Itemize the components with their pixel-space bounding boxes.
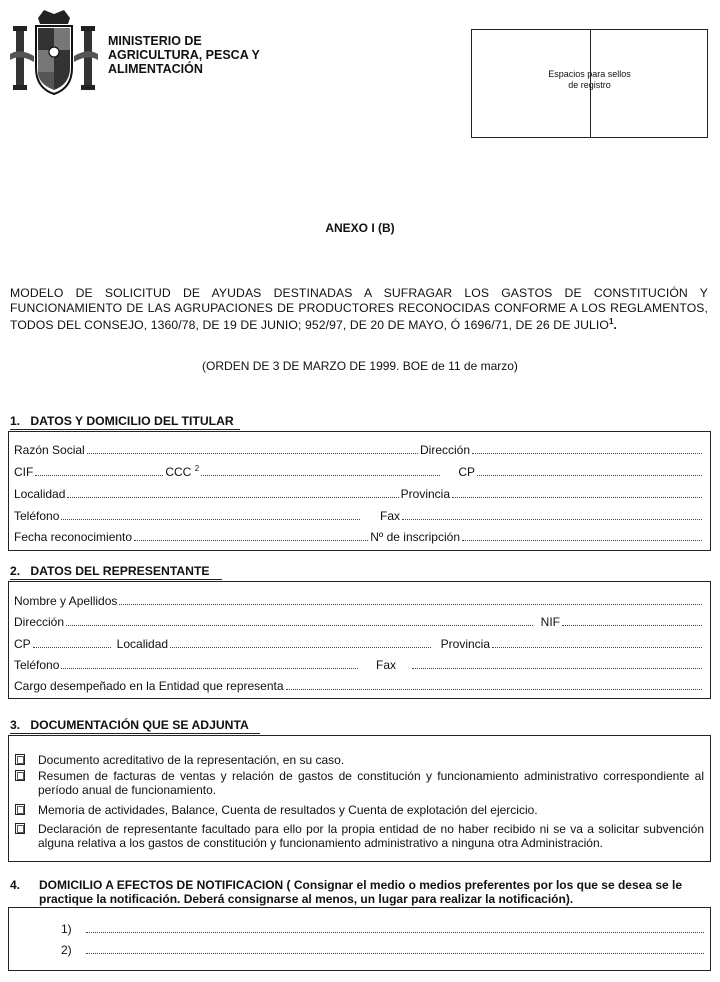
section-3-heading-text: 3. DOCUMENTACIÓN QUE SE ADJUNTA [10, 718, 249, 732]
ministry-name [108, 34, 260, 76]
form-title: MODELO DE SOLICITUD DE AYUDAS DESTINADAS A SUFRAGAR LOS GASTOS DE CONSTITUCIÓN Y FUNCIONAMIENTO DE LAS AGRUPACIONES DE PRODUCTORES RECONOCIDAS CONFORME A LOS REGLAMENTOS, TODOS DEL CONSEJO, 1360/78, DE 19 DE JUNIO; 952/97, DE 20 DE MAYO, Ó 1696/71, DE 26 DE JULIO$^1$. [10, 286, 708, 333]
checkbox[interactable] [15, 754, 25, 765]
localidad-rep-field[interactable] [170, 647, 431, 648]
document-item [15, 803, 704, 817]
label-telefono: Teléfono [14, 658, 60, 672]
section-2-heading [10, 564, 210, 578]
nombre-apellidos-field[interactable] [119, 604, 702, 605]
notification-line-number: 2) [61, 943, 72, 957]
label-fecha-reconocimiento: Fecha reconocimiento [14, 530, 133, 544]
section-4-number: 4. [10, 878, 21, 892]
label-cp: CP [458, 465, 475, 479]
stamp-label: de registro [568, 80, 611, 90]
label-telefono: Teléfono [14, 509, 60, 523]
cargo-field[interactable] [286, 689, 702, 690]
stamp-label: Espacios para sellos [548, 69, 631, 79]
nif-field[interactable] [562, 625, 702, 626]
label-cargo: Cargo desempeñado en la Entidad que representa [14, 679, 284, 693]
ministry-line: MINISTERIO DE [108, 34, 202, 48]
label-nombre-apellidos: Nombre y Apellidos [14, 594, 118, 608]
label-provincia: Provincia [440, 637, 490, 651]
razon-social-field[interactable] [87, 453, 418, 454]
label-fax: Fax [375, 658, 396, 672]
section-4-heading [10, 878, 710, 906]
notification-line-number: 1) [61, 922, 72, 936]
cp-field[interactable] [477, 475, 702, 476]
fax-field[interactable] [402, 519, 702, 520]
direccion-field[interactable] [472, 453, 702, 454]
document-item [15, 822, 704, 850]
ccc-footnote: 2 [194, 464, 200, 473]
footnote-mark: 1 [608, 317, 614, 326]
registry-stamp-box [471, 29, 708, 138]
annex-title: ANEXO I (B) [325, 221, 395, 235]
document-item-text: Memoria de actividades, Balance, Cuenta de resultados y Cuenta de explotación del ejercicio. [38, 803, 538, 817]
label-localidad: Localidad [116, 637, 169, 651]
section-2-box [8, 581, 711, 699]
section-1-box [8, 431, 711, 551]
ministry-line: ALIMENTACIÓN [108, 62, 203, 76]
coat-of-arms-logo [8, 8, 100, 100]
inscripcion-field[interactable] [462, 540, 702, 541]
notification-field-1[interactable] [86, 932, 704, 933]
label-razon-social: Razón Social [14, 443, 85, 457]
label-provincia: Provincia [400, 487, 450, 501]
document-item [15, 769, 704, 797]
label-direccion: Dirección [419, 443, 470, 457]
label-direccion: Dirección [14, 615, 65, 629]
form-title-text: MODELO DE SOLICITUD DE AYUDAS DESTINADAS A SUFRAGAR LOS GASTOS DE CONSTITUCIÓN Y FUNCIONAMIENTO DE LAS AGRUPACIONES DE PRODUCTORES RECONOCIDAS CONFORME A LOS REGLAMENTOS, TODOS DEL CONSEJO, 1360/78, DE 19 DE JUNIO; 952/97, DE 20 DE MAYO, Ó 1696/71, DE 26 DE JULIO [10, 286, 708, 333]
section-4-heading-text: DOMICILIO A EFECTOS DE NOTIFICACION ( Consignar el medio o medios preferentes por los que se desea se le practique la notificación. Deberá consignarse al menos, un lugar para realizar la notificación). [39, 878, 683, 906]
label-inscripcion: Nº de inscripción [370, 530, 460, 544]
label-nif: NIF [540, 615, 560, 629]
label-cif: CIF [14, 465, 34, 479]
ministry-line: AGRICULTURA, PESCA Y [108, 48, 260, 62]
cif-field[interactable] [35, 475, 163, 476]
fecha-reconocimiento-field[interactable] [134, 540, 368, 541]
section-1-heading [10, 414, 234, 428]
label-fax: Fax [379, 509, 400, 523]
checkbox[interactable] [15, 823, 25, 834]
checkbox[interactable] [15, 770, 25, 781]
section-3-box [8, 735, 711, 862]
label-ccc [165, 464, 199, 479]
document-item-text: Documento acreditativo de la representación, en su caso. [38, 753, 345, 767]
ccc-field[interactable] [201, 475, 440, 476]
fax-rep-field[interactable] [412, 668, 702, 669]
provincia-rep-field[interactable] [492, 647, 702, 648]
order-reference: (ORDEN DE 3 DE MARZO DE 1999. BOE de 11 de marzo) [202, 359, 518, 373]
document-item [15, 753, 704, 767]
section-1-heading-text: 1. DATOS Y DOMICILIO DEL TITULAR [10, 414, 234, 428]
section-2-heading-text: 2. DATOS DEL REPRESENTANTE [10, 564, 210, 578]
section-3-heading [10, 718, 249, 732]
notification-field-2[interactable] [86, 953, 704, 954]
telefono-rep-field[interactable] [61, 668, 358, 669]
telefono-field[interactable] [61, 519, 360, 520]
label-localidad: Localidad [14, 487, 66, 501]
localidad-field[interactable] [67, 497, 398, 498]
document-item-text: Declaración de representante facultado para ello por la propia entidad de no haber recibido ni se va a solicitar subvención alguna relativa a los gastos de constitución y funcionamiento administrativo a ninguna otra Administración. [38, 822, 704, 850]
direccion-rep-field[interactable] [66, 625, 533, 626]
cp-rep-field[interactable] [33, 647, 111, 648]
label-cp: CP [14, 637, 31, 651]
section-4-box [8, 907, 711, 971]
document-item-text: Resumen de facturas de ventas y relación de gastos de constitución y funcionamiento administrativo correspondiente al período anual de funcionamiento. [38, 769, 704, 797]
checkbox[interactable] [15, 804, 25, 815]
provincia-field[interactable] [452, 497, 702, 498]
label-ccc-text: CCC [165, 465, 192, 479]
